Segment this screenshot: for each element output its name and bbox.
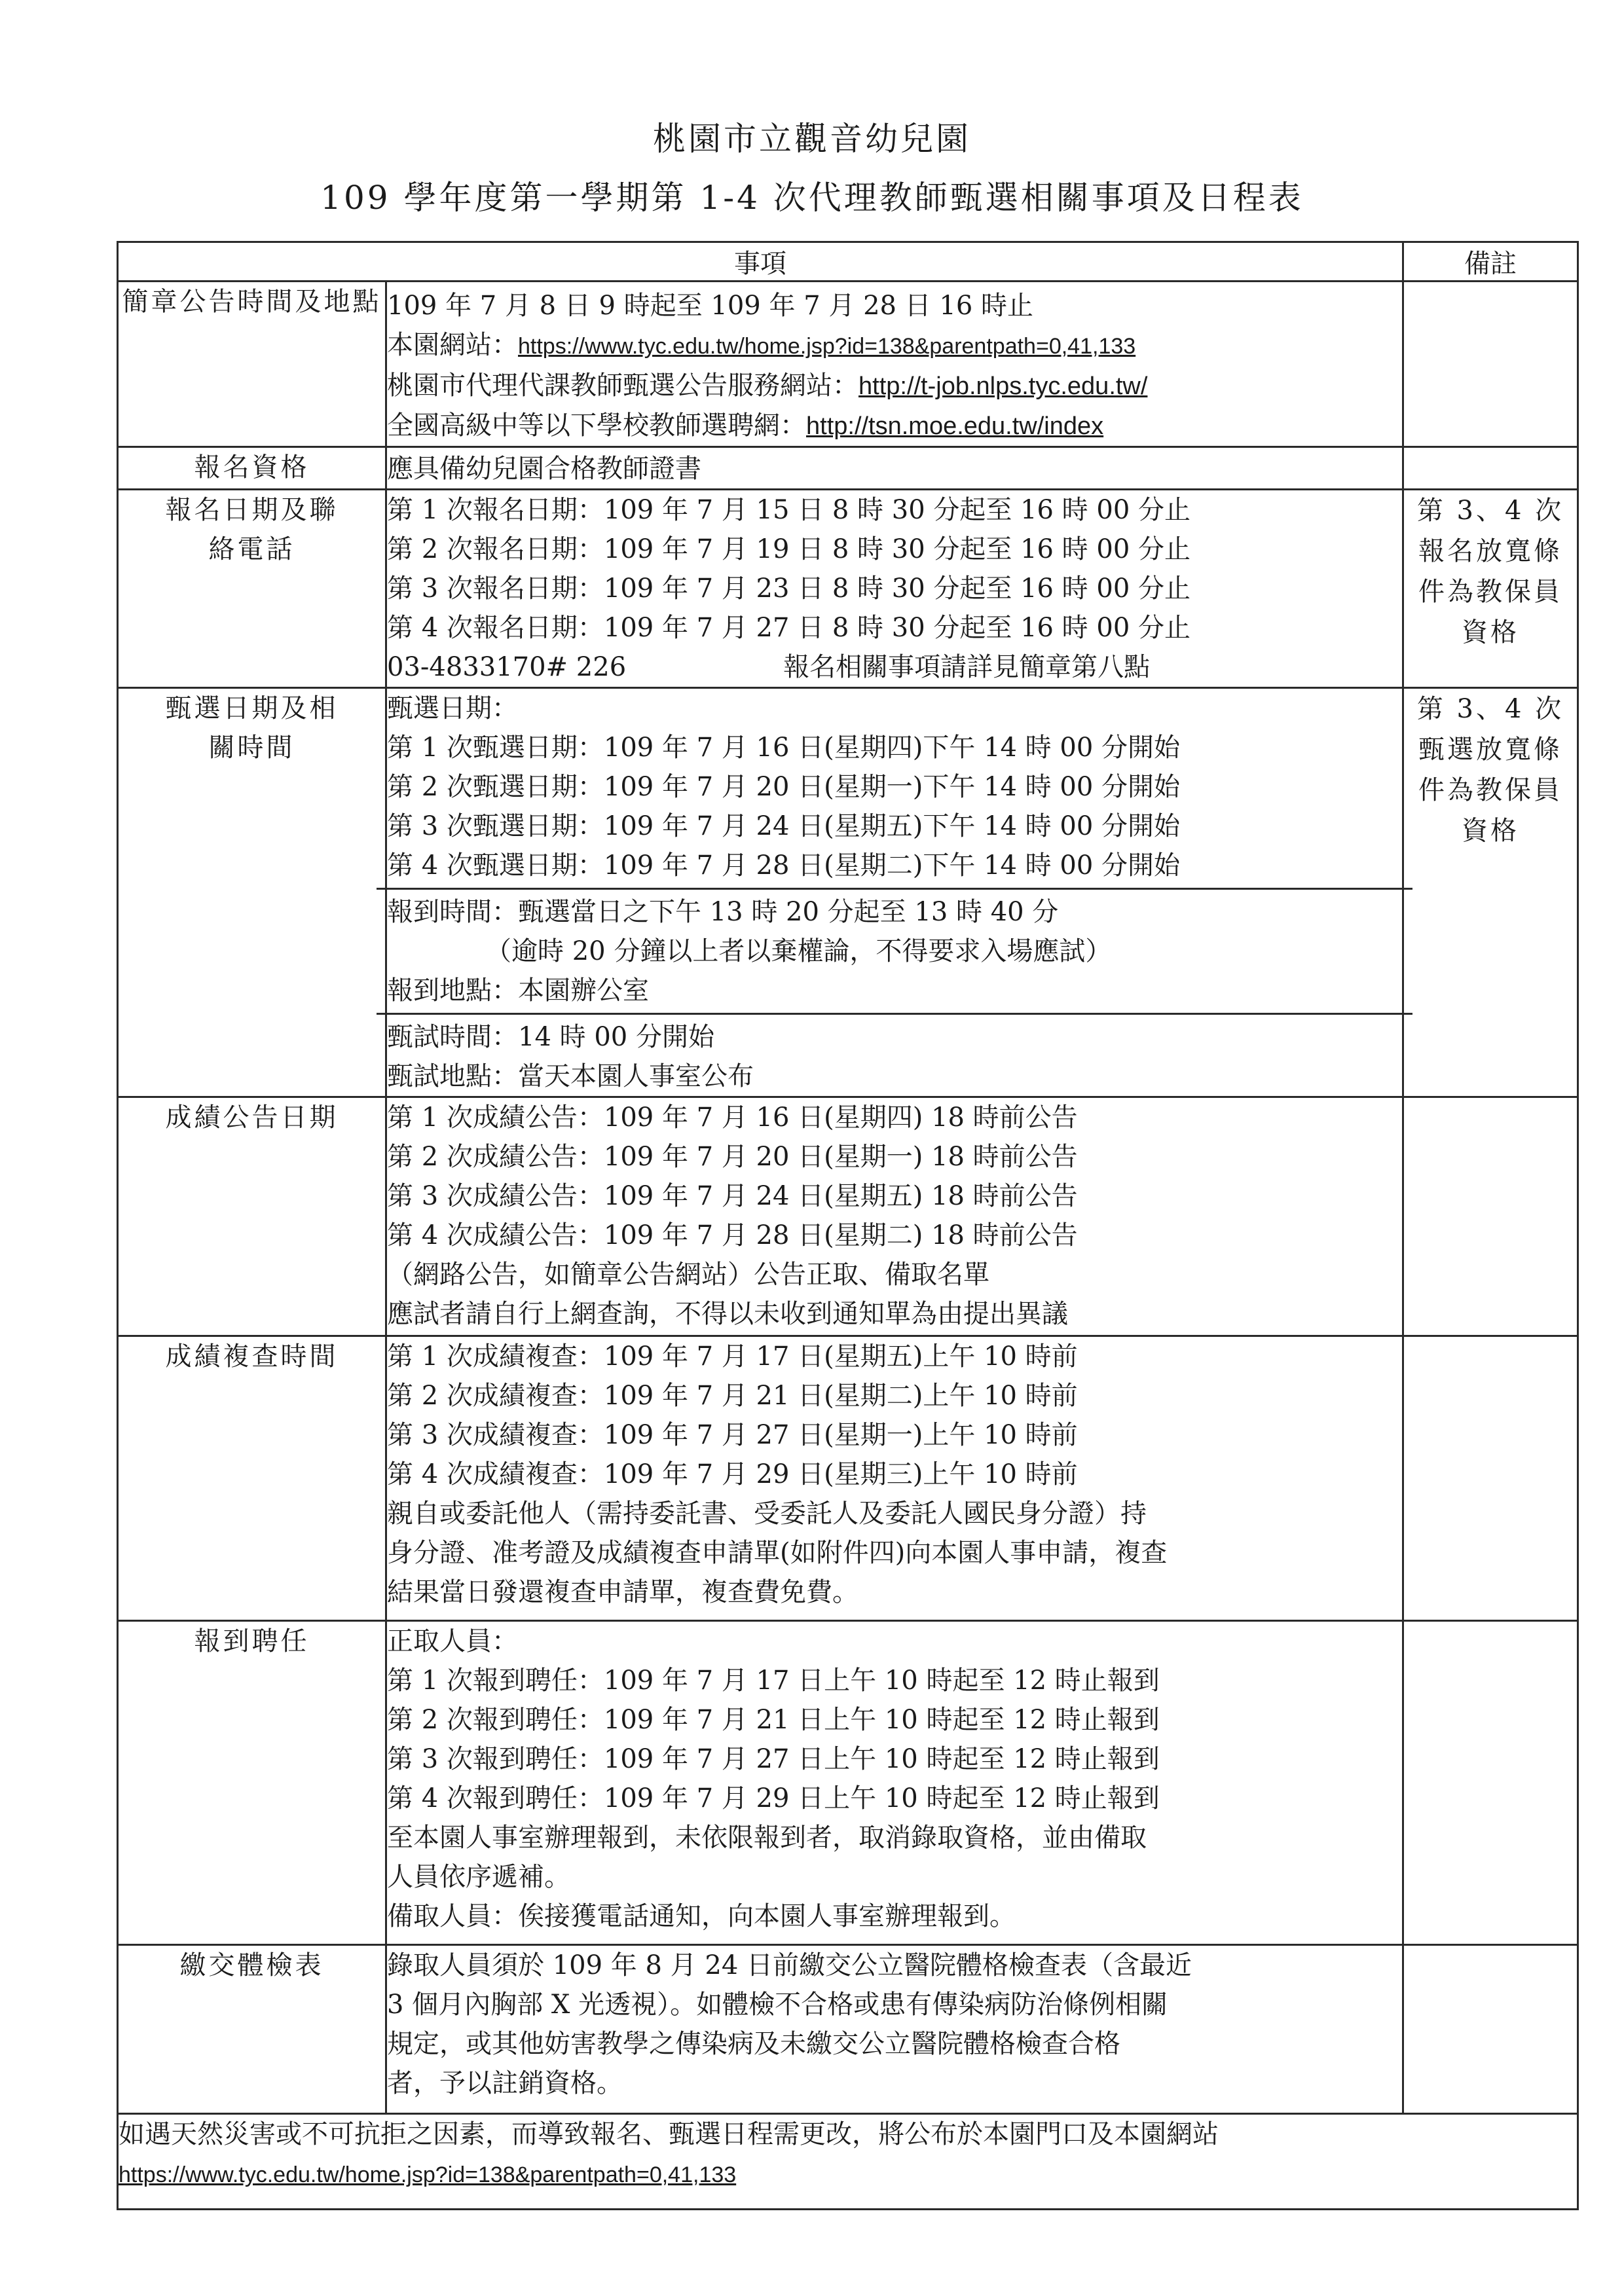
tsn-link[interactable]: http://tsn.moe.edu.tw/index [806,412,1104,440]
row-content: 甄選日期： 第 1 次甄選日期：109 年 7 月 16 日(星期四)下午 14 時 00 分開始 第 2 次甄選日期：109 年 7 月 20 日(星期一)下午 14 時 00 分開始 第 3 次甄選日期：109 年 7 月 24 日(星期五)下午 14 時 00 分開始 第 4 次甄選日期：109 年 7 月 28 日(星期二)下午 14 時 00 分開始 報到時間：甄選當日之下午 13 時 20 分起至 13 時 40 分 （逾時 20 分鐘以上者以棄權論，不得要求入場應試） 報到地點：本園辦公室 甄試時間：14 時 00 分開始 甄試地點：當天本園人事室公布 [386,688,1403,1097]
row-note [1403,1621,1578,1945]
footer-note: 如遇天然災害或不可抗拒之因素，而導致報名、甄選日程需更改，將公布於本園門口及本園網站 https://www.tyc.edu.tw/home.jsp?id=138&parentpath=0,41,133 [118,2114,1578,2210]
table-header-row [118,242,1578,282]
row-content: 正取人員： 第 1 次報到聘任：109 年 7 月 17 日上午 10 時起至 12 時止報到 第 2 次報到聘任：109 年 7 月 21 日上午 10 時起至 12 時止報到 第 3 次報到聘任：109 年 7 月 27 日上午 10 時起至 12 時止報到 第 4 次報到聘任：109 年 7 月 29 日上午 10 時起至 12 時止報到 至本園人事室辦理報到，未依限報到者，取消錄取資格，並由備取 人員依序遞補。 備取人員：俟接獲電話通知，向本園人事室辦理報到。 [386,1621,1403,1945]
row-note: 第 3、4 次報名放寬條件為教保員資格 [1403,490,1578,688]
t-job-link[interactable]: http://t-job.nlps.tyc.edu.tw/ [858,373,1148,400]
table-row [118,447,1578,490]
checkin-section: 報到時間：甄選當日之下午 13 時 20 分起至 13 時 40 分 （逾時 20 分鐘以上者以棄權論，不得要求入場應試） 報到地點：本園辦公室 [377,888,1412,1010]
row-content: 應具備幼兒園合格教師證書 [386,447,1403,490]
header-note: 備註 [1403,242,1578,282]
row-content: 109 年 7 月 8 日 9 時起至 109 年 7 月 28 日 16 時止 本園網站：https://www.tyc.edu.tw/home.jsp?id=138&parentpath=0,41,133 桃園市代理代課教師甄選公告服務網站：http://t-job.nlps.tyc.edu.tw/ 全國高級中等以下學校教師選聘網：http://tsn.moe.edu.tw/index [386,282,1403,447]
row-note: 第 3、4 次甄選放寬條件為教保員資格 [1403,688,1578,1097]
table-footer-row [118,2114,1578,2210]
school-website-link[interactable]: https://www.tyc.edu.tw/home.jsp?id=138&parentpath=0,41,133 [518,334,1136,359]
row-note [1403,1336,1578,1621]
document-title: 桃園市立觀音幼兒園 [653,120,971,158]
row-label: 簡章公告時間及地點 [118,282,386,447]
row-label: 繳交體檢表 [118,1945,386,2114]
header-item: 事項 [118,242,1403,282]
table-row [118,490,1578,688]
row-note [1403,1945,1578,2114]
row-note [1403,1097,1578,1336]
row-label: 報名資格 [118,447,386,490]
table-row [118,688,1578,1097]
table-row [118,1945,1578,2114]
row-label: 甄選日期及相關時間 [118,688,386,1097]
row-content: 第 1 次成績複查：109 年 7 月 17 日(星期五)上午 10 時前 第 2 次成績複查：109 年 7 月 21 日(星期二)上午 10 時前 第 3 次成績複查：109 年 7 月 27 日(星期一)上午 10 時前 第 4 次成績複查：109 年 7 月 29 日(星期三)上午 10 時前 親自或委託他人（需持委託書、受委託人及委託人國民身分證）持 身分證、准考證及成績複查申請單(如附件四)向本園人事申請，複查 結果當日發還複查申請單，複查費免費。 [386,1336,1403,1621]
row-content: 第 1 次成績公告：109 年 7 月 16 日(星期四) 18 時前公告 第 2 次成績公告：109 年 7 月 20 日(星期一) 18 時前公告 第 3 次成績公告：109 年 7 月 24 日(星期五) 18 時前公告 第 4 次成績公告：109 年 7 月 28 日(星期二) 18 時前公告 （網路公告，如簡章公告網站）公告正取、備取名單 應試者請自行上網查詢，不得以未收到通知單為由提出異議 [386,1097,1403,1336]
table-row [118,1621,1578,1945]
table-row [118,1336,1578,1621]
exam-section: 甄試時間：14 時 00 分開始 甄試地點：當天本園人事室公布 [377,1013,1412,1096]
row-label: 報名日期及聯絡電話 [118,490,386,688]
footer-website-link[interactable]: https://www.tyc.edu.tw/home.jsp?id=138&parentpath=0,41,133 [119,2162,737,2187]
table-row [118,282,1578,447]
schedule-table [117,241,1579,2210]
row-label: 成績公告日期 [118,1097,386,1336]
row-content: 第 1 次報名日期：109 年 7 月 15 日 8 時 30 分起至 16 時 00 分止 第 2 次報名日期：109 年 7 月 19 日 8 時 30 分起至 16 時 00 分止 第 3 次報名日期：109 年 7 月 23 日 8 時 30 分起至 16 時 00 分止 第 4 次報名日期：109 年 7 月 27 日 8 時 30 分起至 16 時 00 分止 03-4833170# 226 報名相關事項請詳見簡章第八點 [386,490,1403,688]
table-row [118,1097,1578,1336]
row-note [1403,447,1578,490]
row-label: 報到聘任 [118,1621,386,1945]
row-content: 錄取人員須於 109 年 8 月 24 日前繳交公立醫院體格檢查表（含最近 3 個月內胸部 X 光透視）。如體檢不合格或患有傳染病防治條例相關 規定，或其他妨害教學之傳染病及未繳交公立醫院體格檢查合格 者，予以註銷資格。 [386,1945,1403,2114]
row-label: 成績複查時間 [118,1336,386,1621]
document-subtitle: 109 學年度第一學期第 1-4 次代理教師甄選相關事項及日程表 [320,179,1304,217]
row-note [1403,282,1578,447]
